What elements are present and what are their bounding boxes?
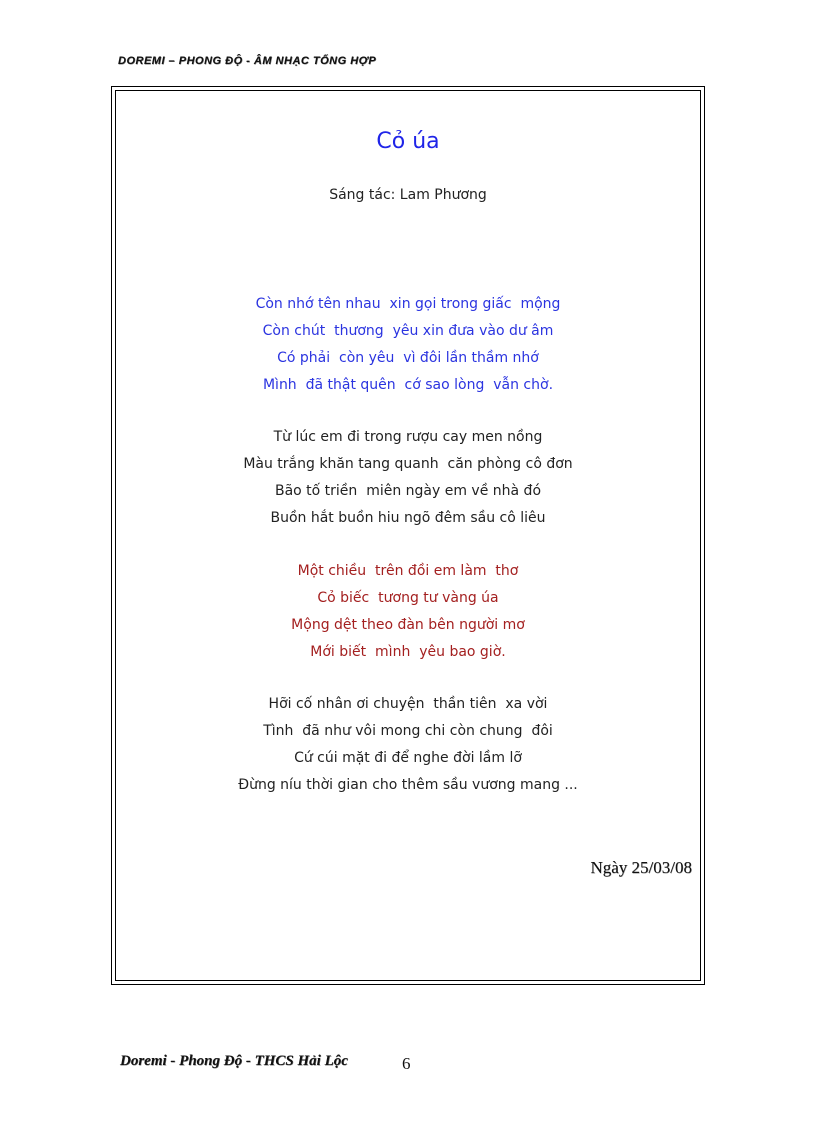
composition-date: Ngày 25/03/08 [590, 858, 692, 877]
stanza-1 [0, 291, 816, 399]
lyric-line: Còn chút thương yêu xin đưa vào dư âm [262, 323, 554, 339]
lyric-line: Mới biết mình yêu bao giờ. [310, 644, 506, 660]
lyric-line: Mộng dệt theo đàn bên người mơ [291, 617, 525, 633]
page-border-inner [115, 90, 701, 981]
page-number: 6 [402, 1054, 411, 1073]
page-footer: Doremi - Phong Độ - THCS Hải Lộc [120, 1053, 348, 1069]
stanza-4 [0, 691, 816, 799]
lyric-line: Bão tố triền miên ngày em về nhà đó [274, 483, 542, 499]
lyric-line: Còn nhớ tên nhau xin gọi trong giấc mộng [255, 296, 561, 312]
lyric-line: Từ lúc em đi trong rượu cay men nồng [273, 429, 543, 445]
lyric-line: Tình đã như vôi mong chi còn chung đôi [263, 723, 553, 739]
lyric-line: Cỏ biếc tương tư vàng úa [317, 590, 499, 606]
lyric-line: Một chiều trên đồi em làm thơ [297, 563, 519, 579]
lyric-line: Hỡi cố nhân ơi chuyện thần tiên xa vời [268, 696, 548, 712]
song-title: Cỏ úa [376, 129, 440, 154]
song-author: Sáng tác: Lam Phương [329, 187, 487, 203]
lyric-line: Màu trắng khăn tang quanh căn phòng cô đơn [243, 456, 573, 472]
page-header: DOREMI – PHONG ĐỘ - ÂM NHẠC TỔNG HỢP [118, 55, 377, 67]
stanza-3 [0, 558, 816, 666]
lyric-line: Có phải còn yêu vì đôi lần thầm nhớ [277, 350, 539, 366]
lyric-line: Mình đã thật quên cớ sao lòng vẫn chờ. [262, 377, 554, 393]
lyric-line: Đừng níu thời gian cho thêm sầu vương mang ... [238, 777, 578, 793]
lyric-line: Cứ cúi mặt đi để nghe đời lầm lỡ [294, 750, 522, 766]
lyric-line: Buồn hắt buồn hiu ngõ đêm sầu cô liêu [270, 510, 546, 526]
stanza-2 [0, 424, 816, 532]
